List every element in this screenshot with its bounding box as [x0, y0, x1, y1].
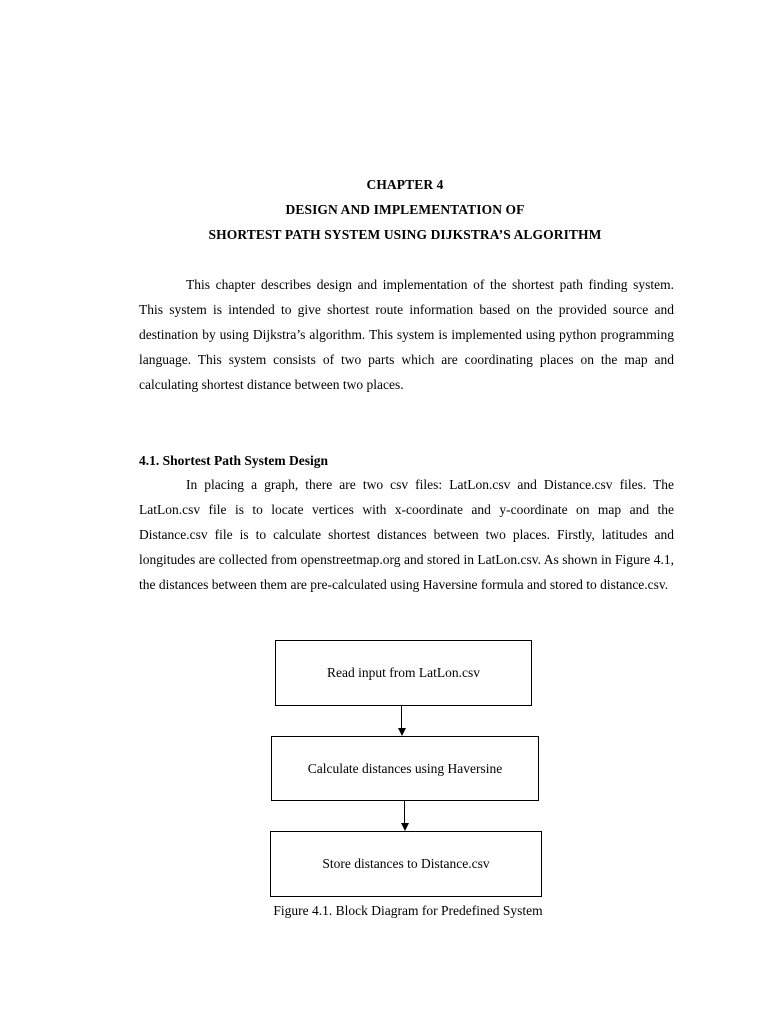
diagram-step-read-input: Read input from LatLon.csv [275, 640, 532, 706]
diagram-step-store-distances: Store distances to Distance.csv [270, 831, 542, 897]
chapter-number: CHAPTER 4 [366, 177, 444, 192]
diagram-arrow-2 [399, 801, 411, 831]
intro-paragraph-text: This chapter describes design and implementation of the shortest path finding system. This system is intended to give shortest route information based on the provided source and destination by using Dijkstra’s algorithm. This system is implemented using python programming language. This system consists of two parts which are coordinating places on the map and calculating shortest distance between two places. [139, 277, 674, 392]
chapter-heading [0, 172, 768, 247]
section-paragraph-text: In placing a graph, there are two csv files: LatLon.csv and Distance.csv files. The LatLon.csv file is to locate vertices with x-coordinate and y-coordinate on map and the Distance.csv file is to calculate shortest distances between two places. Firstly, latitudes and longitudes are collected from openstreetmap.org and stored in LatLon.csv. As shown in Figure 4.1, the distances between them are pre-calculated using Haversine formula and stored to distance.csv. [139, 477, 674, 592]
chapter-title-line-2: SHORTEST PATH SYSTEM USING DIJKSTRA’S ALGORITHM [208, 227, 602, 242]
section-title: 4.1. Shortest Path System Design [139, 453, 328, 468]
diagram-step-calculate-distances: Calculate distances using Haversine [271, 736, 539, 801]
intro-paragraph [139, 272, 674, 397]
chapter-title-line-1: DESIGN AND IMPLEMENTATION OF [285, 202, 525, 217]
figure-caption: Figure 4.1. Block Diagram for Predefined System [273, 903, 543, 918]
section-paragraph [139, 472, 674, 597]
diagram-arrow-1 [396, 706, 408, 736]
